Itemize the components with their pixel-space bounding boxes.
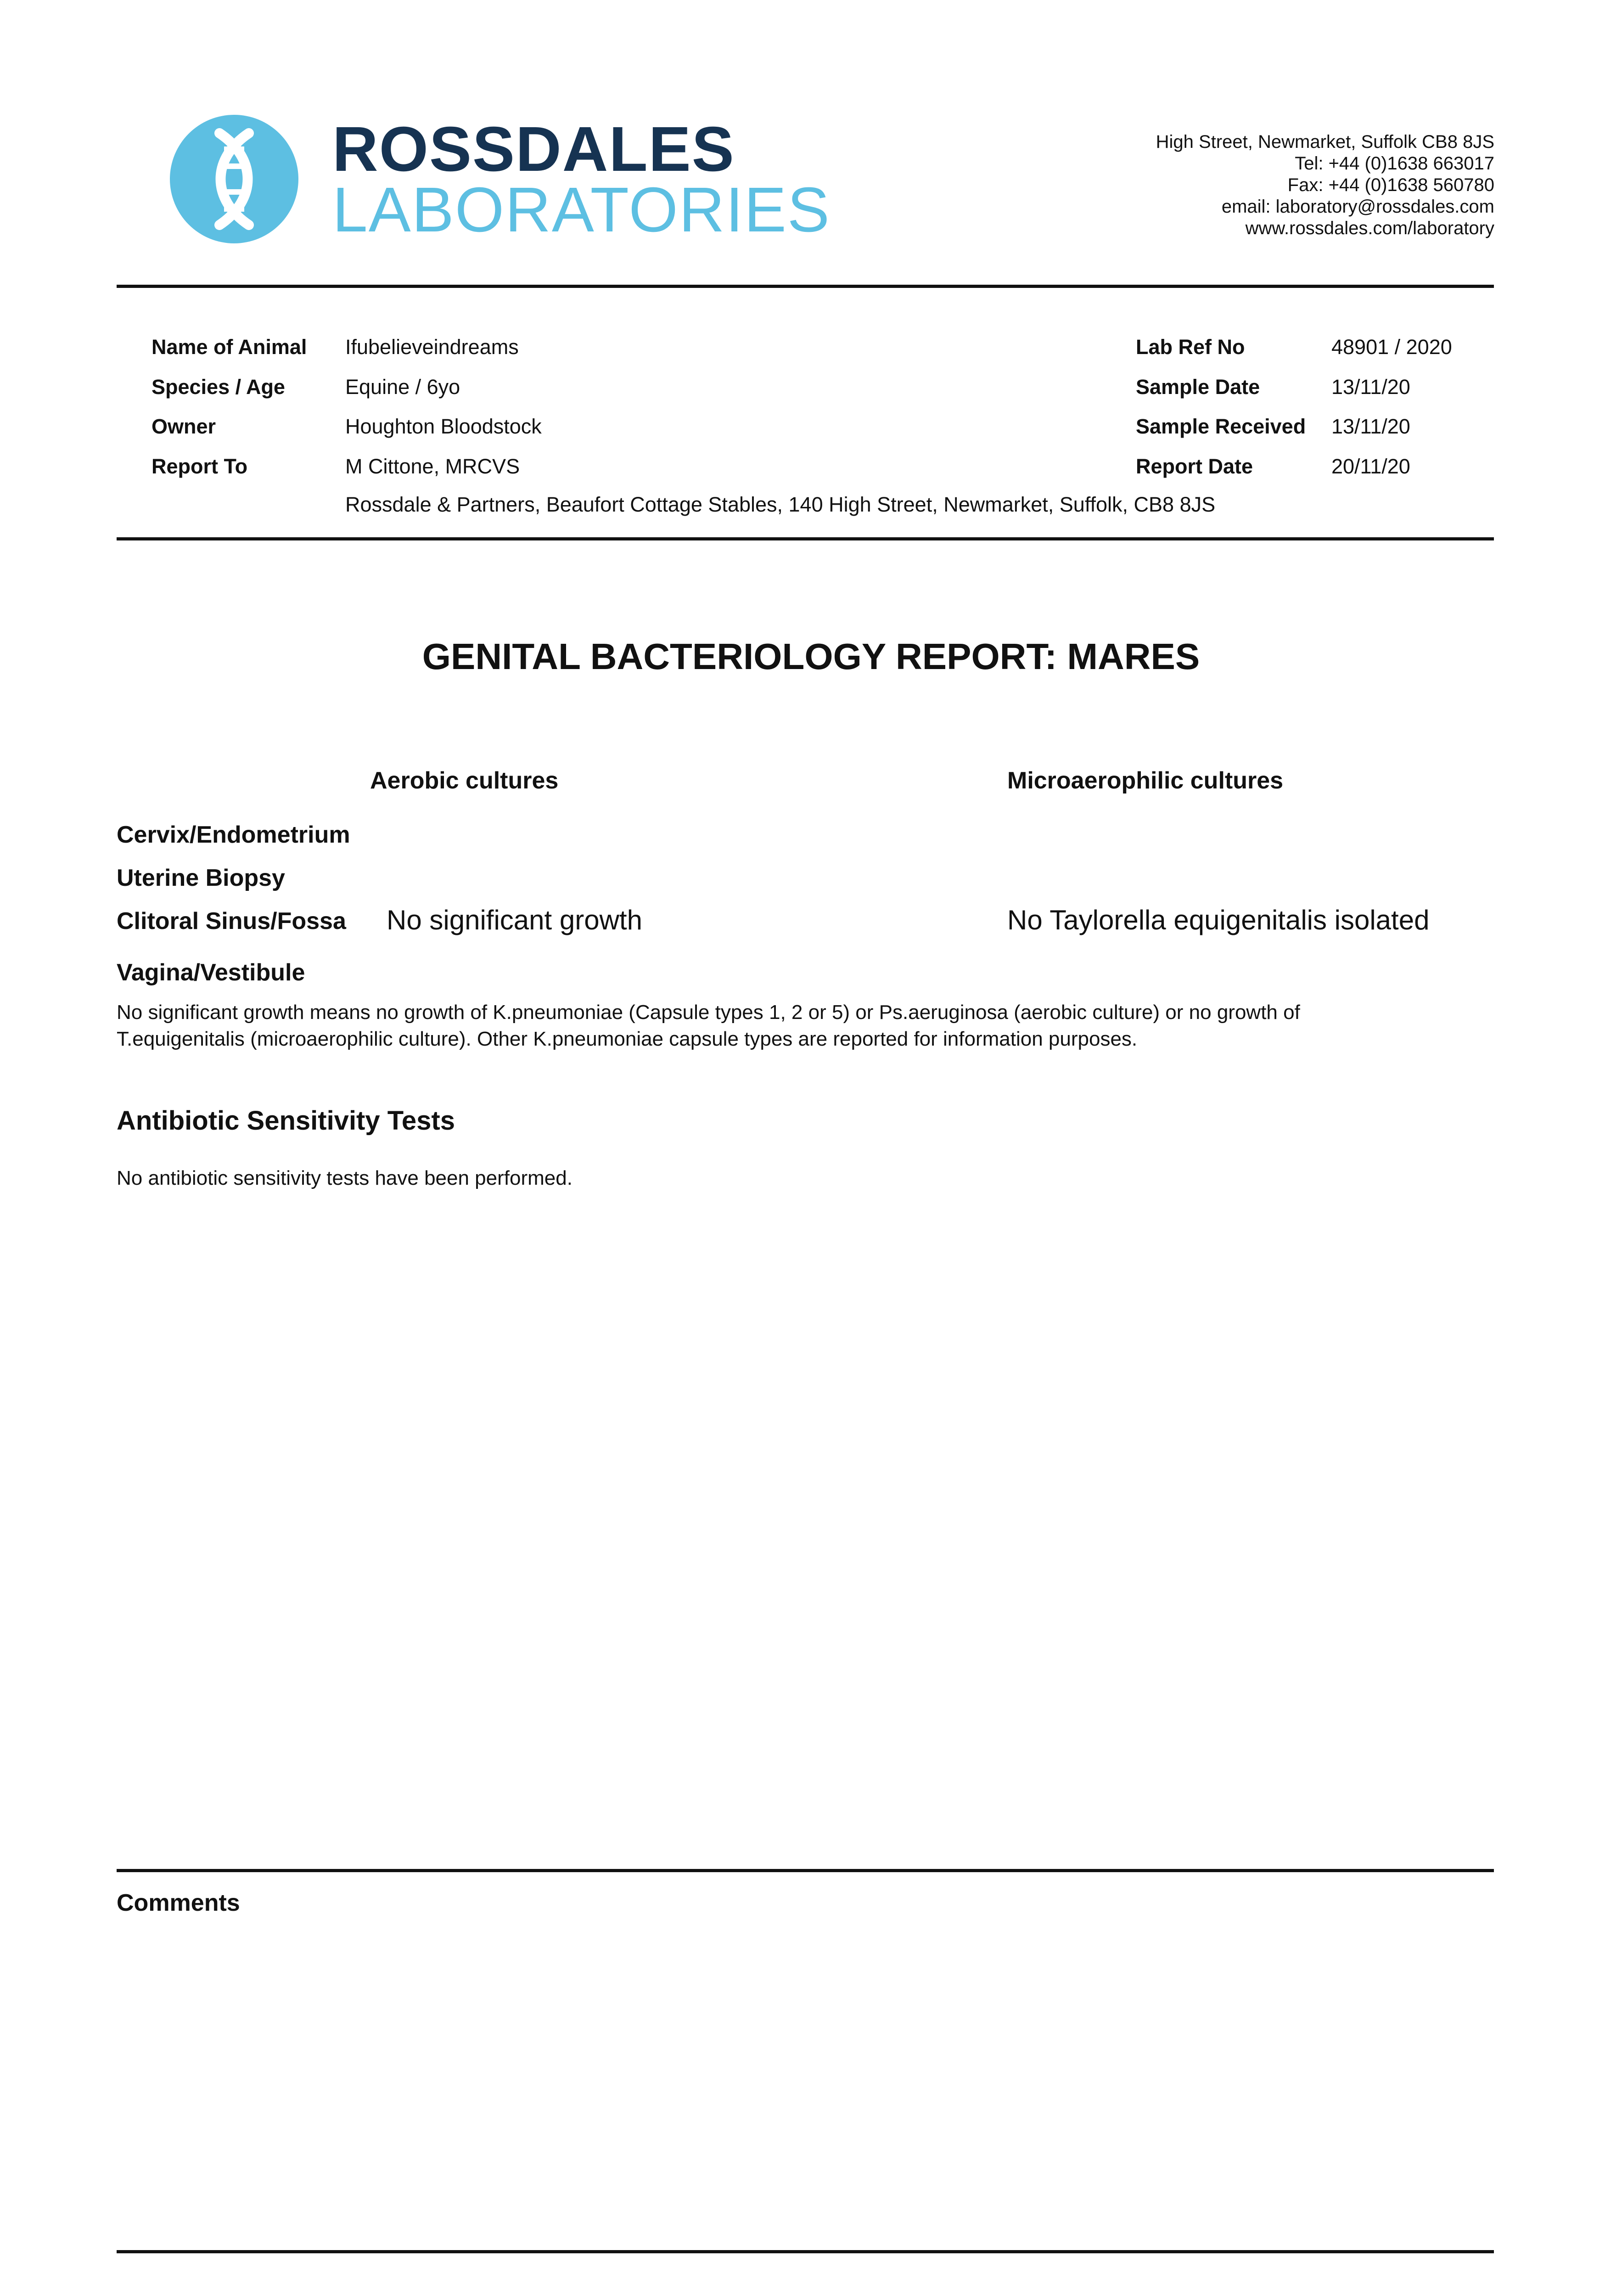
dna-helix-icon [170,115,298,243]
site-uterine-biopsy: Uterine Biopsy [117,865,285,891]
report-date-label: Report Date [1136,455,1253,478]
growth-note-line-2: T.equigenitalis (microaerophilic culture). Other K.pneumoniae capsule types are reported for information purposes. [117,1028,1138,1050]
report-to-label: Report To [152,455,248,478]
lab-ref-value: 48901 / 2020 [1331,335,1452,359]
contact-tel: Tel: +44 (0)1638 663017 [1295,153,1494,174]
sample-date-label: Sample Date [1136,375,1260,399]
microaerophilic-result: No Taylorella equigenitalis isolated [1007,905,1430,935]
contact-address: High Street, Newmarket, Suffolk CB8 8JS [1156,132,1494,152]
report-date-value: 20/11/20 [1331,455,1410,478]
name-of-animal-value: Ifubelieveindreams [345,335,519,359]
growth-note-line-1: No significant growth means no growth of K.pneumoniae (Capsule types 1, 2 or 5) or Ps.aeruginosa (aerobic culture) or no growth of [117,1001,1300,1024]
owner-value: Houghton Bloodstock [345,415,542,438]
microaerophilic-cultures-heading: Microaerophilic cultures [1007,767,1284,794]
sample-received-label: Sample Received [1136,415,1306,438]
header-divider [117,285,1494,288]
aerobic-result: No significant growth [387,905,642,935]
brand-name-rossdales: ROSSDALES [332,114,735,185]
antibiotic-text: No antibiotic sensitivity tests have been performed. [117,1167,572,1189]
dna-helix-graphic [170,115,298,243]
lab-ref-label: Lab Ref No [1136,335,1245,359]
comments-heading: Comments [117,1890,240,1916]
owner-label: Owner [152,415,216,438]
aerobic-cultures-heading: Aerobic cultures [370,767,559,794]
sample-received-value: 13/11/20 [1331,415,1410,438]
contact-website[interactable]: www.rossdales.com/laboratory [1245,218,1494,238]
report-to-value: M Cittone, MRCVS [345,455,520,478]
name-of-animal-label: Name of Animal [152,335,307,359]
site-vagina-vestibule: Vagina/Vestibule [117,959,305,986]
brand-name-laboratories: LABORATORIES [332,174,831,245]
species-age-label: Species / Age [152,375,285,399]
contact-block [1156,131,1494,239]
species-age-value: Equine / 6yo [345,375,460,399]
comments-divider [117,1869,1494,1872]
footer-divider [117,2250,1494,2253]
site-cervix-endometrium: Cervix/Endometrium [117,822,350,848]
report-to-address: Rossdale & Partners, Beaufort Cottage Stables, 140 High Street, Newmarket, Suffolk, CB8 8JS [345,493,1216,516]
contact-fax: Fax: +44 (0)1638 560780 [1287,175,1494,195]
info-divider [117,537,1494,540]
growth-note [117,999,1494,1052]
sample-date-value: 13/11/20 [1331,375,1410,399]
contact-email[interactable]: email: laboratory@rossdales.com [1221,197,1494,217]
antibiotic-heading: Antibiotic Sensitivity Tests [117,1106,455,1136]
site-clitoral-sinus-fossa: Clitoral Sinus/Fossa [117,908,346,934]
report-title: GENITAL BACTERIOLOGY REPORT: MARES [422,636,1200,677]
